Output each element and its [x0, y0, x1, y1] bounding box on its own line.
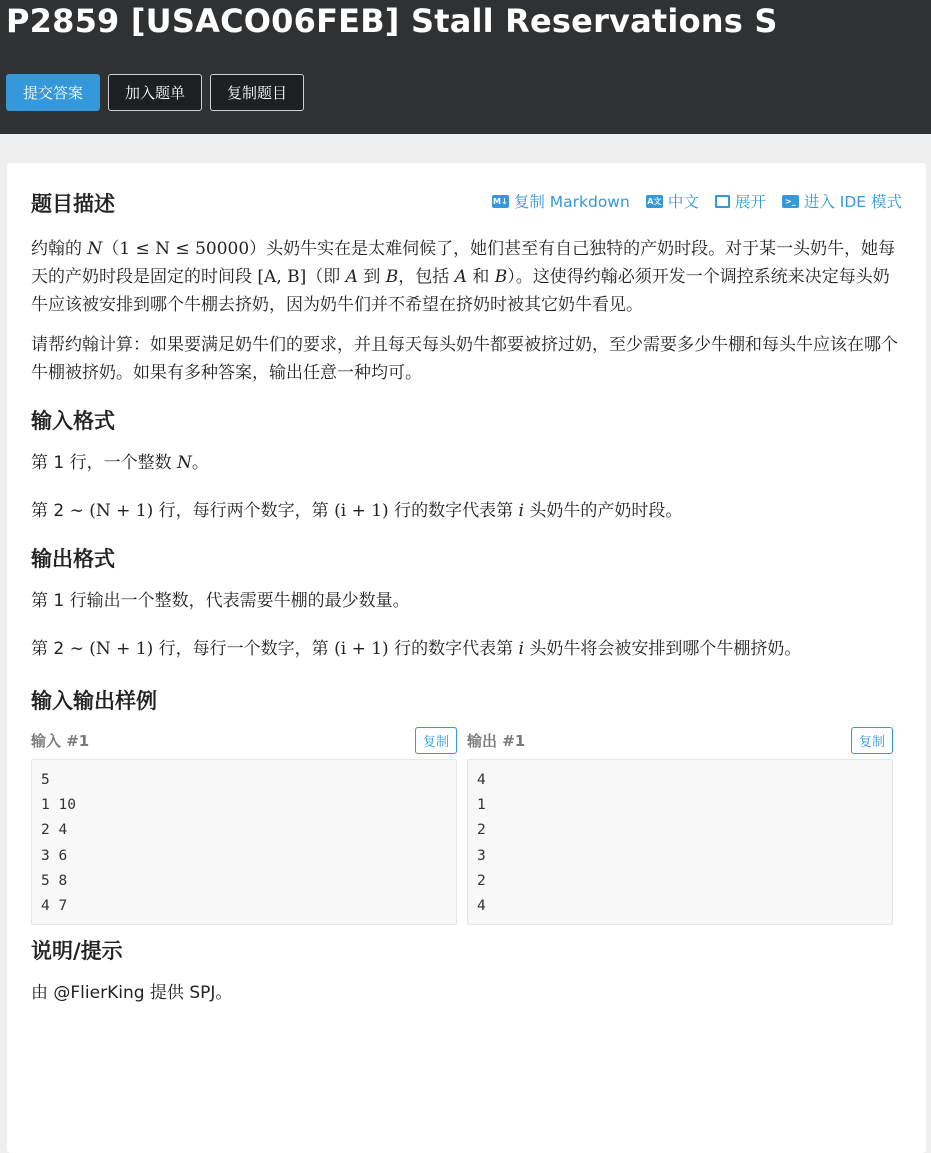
- hint-section: [31, 935, 902, 1007]
- sample-output-content: 4 1 2 3 2 4: [467, 759, 893, 925]
- problem-card: [7, 163, 926, 1153]
- problem-header: [0, 0, 931, 134]
- ide-mode-label: 进入 IDE 模式: [803, 193, 902, 211]
- sample-input-label: 输入 #1: [31, 731, 90, 750]
- submit-answer-button[interactable]: 提交答案: [6, 74, 100, 111]
- description-header: [31, 163, 902, 243]
- expand-button[interactable]: [715, 190, 766, 212]
- output-format-heading: 输出格式: [31, 547, 115, 571]
- input-format-line-1: 第 1 行，一个整数 N。: [31, 453, 209, 473]
- hint-heading: 说明/提示: [31, 939, 123, 963]
- terminal-icon: >_: [782, 195, 799, 208]
- expand-label: 展开: [734, 193, 766, 211]
- translate-icon: A文: [647, 196, 662, 206]
- description-heading: 题目描述: [31, 192, 115, 216]
- description-paragraph-2: 请帮约翰计算：如果要满足奶牛们的要求，并且每天每头奶牛都要被挤过奶，至少需要多少牛棚和每头牛应该在哪个牛棚被挤奶。如果有多种答案，输出任意一种均可。: [31, 335, 898, 383]
- sample-input-content: 5 1 10 2 4 3 6 5 8 4 7: [31, 759, 457, 925]
- toolbar: [492, 190, 902, 212]
- copy-markdown-label: 复制 Markdown: [513, 193, 630, 211]
- output-format-line-1: 第 1 行输出一个整数，代表需要牛棚的最少数量。: [31, 591, 410, 611]
- sample-output: [467, 725, 893, 925]
- language-button[interactable]: [646, 190, 699, 212]
- ide-mode-button[interactable]: [782, 190, 902, 212]
- hint-text: 由 @FlierKing 提供 SPJ。: [31, 983, 233, 1003]
- problem-title: P2859 [USACO06FEB] Stall Reservations S: [6, 2, 778, 40]
- copy-input-button[interactable]: 复制: [415, 727, 457, 754]
- samples-section: [31, 685, 902, 925]
- add-to-list-button[interactable]: 加入题单: [108, 74, 202, 111]
- input-format-heading: 输入格式: [31, 409, 115, 433]
- samples-heading: 输入输出样例: [31, 689, 157, 713]
- output-format-line-2: 第 2 ∼ (N + 1) 行，每行一个数字，第 (i + 1) 行的数字代表第 i 头奶牛将会被安排到哪个牛棚挤奶。: [31, 639, 802, 659]
- sample-input: [31, 725, 457, 925]
- copy-output-button[interactable]: 复制: [851, 727, 893, 754]
- language-label: 中文: [667, 193, 699, 211]
- output-format-section: [31, 543, 902, 663]
- input-format-section: [31, 405, 902, 525]
- description-paragraph-1: 约翰的 N（1 ≤ N ≤ 50000）头奶牛实在是太难伺候了，她们甚至有自己独特的产奶时段。对于某一头奶牛，她每天的产奶时段是固定的时间段 [A, B]（即 A 到 B，包括 A 和 B）。这使得约翰必须开发一个调控系统来决定每头奶牛应该被安排到哪个牛棚去挤奶，因为奶牛们并不希望在挤奶时被其它奶牛看见。: [31, 239, 896, 315]
- samples-grid: [31, 725, 902, 925]
- sample-output-label: 输出 #1: [467, 731, 526, 750]
- action-bar: [6, 74, 304, 111]
- copy-problem-button[interactable]: 复制题目: [210, 74, 304, 111]
- input-format-line-2: 第 2 ∼ (N + 1) 行，每行两个数字，第 (i + 1) 行的数字代表第 i 头奶牛的产奶时段。: [31, 501, 683, 521]
- copy-markdown-button[interactable]: [492, 190, 630, 212]
- markdown-icon: M↓: [492, 196, 508, 206]
- expand-icon: [715, 195, 730, 208]
